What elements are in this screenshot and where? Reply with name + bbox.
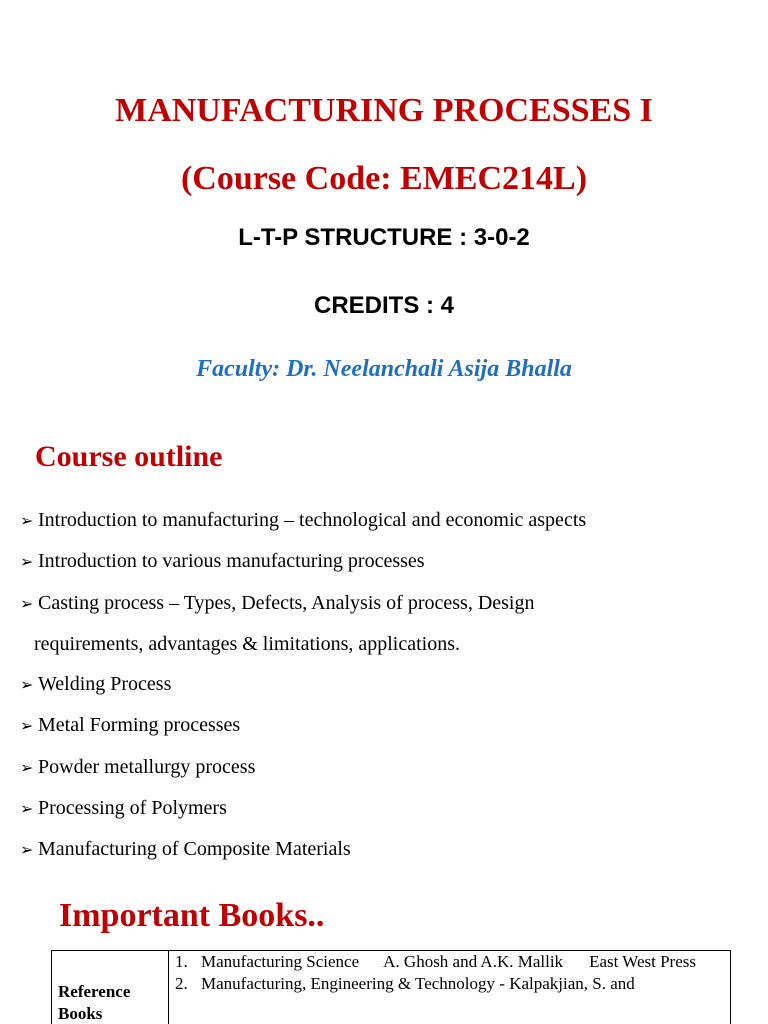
reference-books-table [51,950,731,1024]
course-outline-heading: Course outline [35,440,223,473]
book-list [169,951,730,995]
reference-books-label: Reference Books [52,951,169,1024]
course-code: (Course Code: EMEC214L) [180,160,588,197]
ltp-structure: L-T-P STRUCTURE : 3-0-2 [238,224,530,251]
table-row [52,951,731,1024]
list-item: ➢ Casting process – Types, Defects, Analysis of process, Design [20,583,760,624]
list-item: ➢ Powder metallurgy process [20,747,760,788]
arrow-bullet-icon: ➢ [20,757,34,777]
book-title: Manufacturing Science [201,952,360,971]
course-title: MANUFACTURING PROCESSES I [115,92,653,129]
list-item-continuation: requirements, advantages & limitations, applications. [34,632,461,655]
book-text: Manufacturing, Engineering & Technology - Kalpakjian, S. and [201,974,635,993]
book-publisher: East West Press [589,952,696,971]
book-entry: 2. Manufacturing, Engineering & Technology - Kalpakjian, S. and [175,974,635,993]
faculty-name: Faculty: Dr. Neelanchali Asija Bhalla [196,356,572,382]
list-item: ➢ Introduction to various manufacturing processes [20,541,760,582]
list-item: ➢ Welding Process [20,664,760,705]
arrow-bullet-icon: ➢ [20,511,34,530]
arrow-bullet-icon: ➢ [20,799,34,819]
book-entry: 1. Manufacturing Science A. Ghosh and A.K. Mallik East West Press [175,952,696,971]
book-list-cell [169,951,731,1024]
list-item: ➢ Introduction to manufacturing – technological and economic aspects [20,500,760,541]
arrow-bullet-icon: ➢ [20,552,34,572]
important-books-heading: Important Books.. [59,897,325,934]
arrow-bullet-icon: ➢ [20,840,34,860]
arrow-bullet-icon: ➢ [20,675,34,695]
list-item: ➢ Manufacturing of Composite Materials [20,829,760,870]
book-authors: A. Ghosh and A.K. Mallik [383,952,564,971]
arrow-bullet-icon: ➢ [20,716,34,736]
credits: CREDITS : 4 [313,292,454,319]
arrow-bullet-icon: ➢ [20,593,34,613]
list-item: ➢ Processing of Polymers [20,788,760,829]
list-item: ➢ Metal Forming processes [20,705,760,746]
course-outline-list [20,500,760,871]
